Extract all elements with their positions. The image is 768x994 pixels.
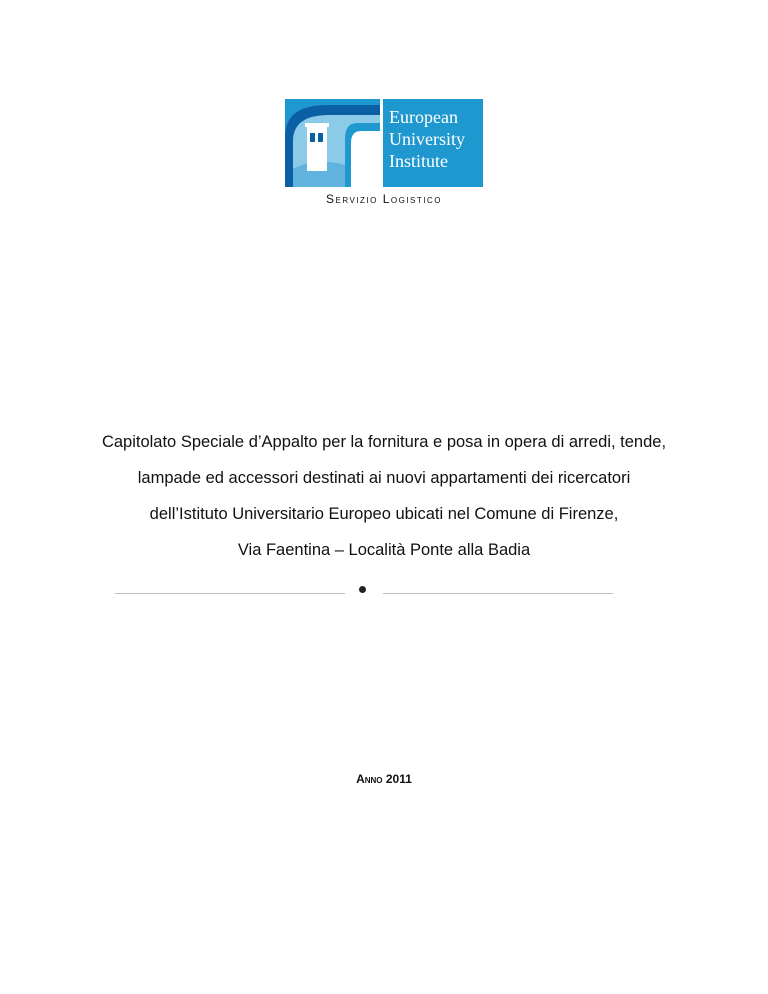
logo-text-institute: Institute: [389, 151, 448, 171]
divider-line-left: [115, 593, 345, 594]
eui-tower-emblem: [285, 99, 380, 187]
eui-logo: [285, 99, 483, 187]
eui-wordmark: [383, 99, 483, 187]
divider-dot-icon: [359, 586, 366, 593]
title-line-2: lampade ed accessori destinati ai nuovi appartamenti dei ricercatori: [137, 469, 631, 487]
document-year: [0, 772, 768, 786]
title-line-1: Capitolato Speciale d’Appalto per la fornitura e posa in opera di arredi, tende,: [101, 433, 667, 451]
divider-line-right: [383, 593, 613, 594]
department-name: Servizio Logistico: [326, 192, 442, 206]
document-title: [40, 424, 728, 568]
year-value: 2011: [385, 772, 412, 786]
title-line-3: dell’Istituto Universitario Europeo ubicati nel Comune di Firenze,: [149, 505, 619, 523]
logo-text-european: European: [389, 107, 458, 127]
year-label: Anno: [356, 772, 383, 786]
title-line-4: Via Faentina – Località Ponte alla Badia: [237, 541, 531, 559]
logo-text-university: University: [389, 129, 465, 149]
